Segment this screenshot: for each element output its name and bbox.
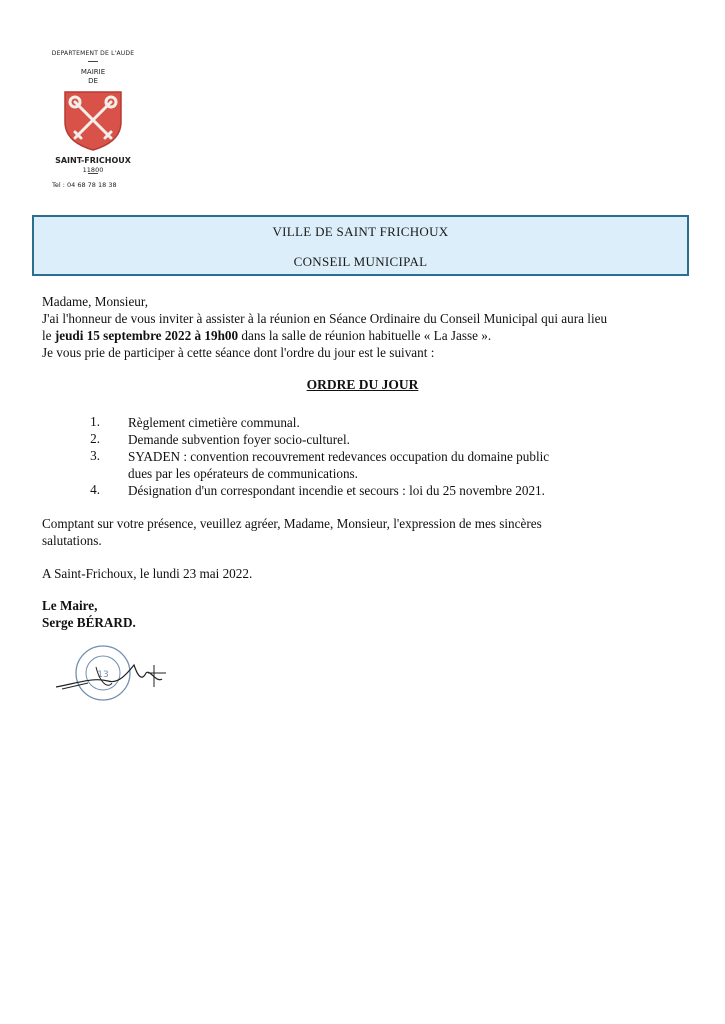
closing-line-1: Comptant sur votre présence, veuillez agréer, Madame, Monsieur, l'expression de mes sincères <box>42 516 542 531</box>
invitation-line-1: J'ai l'honneur de vous inviter à assister à la réunion en Séance Ordinaire du Conseil Municipal qui aura lieu <box>42 311 608 326</box>
invitation-line-2 <box>42 327 491 344</box>
agenda-number: 2. <box>90 431 100 446</box>
town-crest-icon <box>61 88 125 152</box>
agenda-heading: ORDRE DU JOUR <box>306 377 419 392</box>
signatory-title: Le Maire, <box>42 598 98 613</box>
mairie-line2: DE <box>88 77 98 85</box>
agenda-item-continuation: dues par les opérateurs de communications. <box>128 466 358 481</box>
meeting-date: jeudi 15 septembre 2022 à 19h00 <box>54 328 239 343</box>
title-box <box>32 215 689 276</box>
mairie-label <box>38 68 148 86</box>
agenda-number: 3. <box>90 448 100 463</box>
agenda-item: Règlement cimetière communal. <box>128 415 300 430</box>
town-name: SAINT-FRICHOUX <box>55 156 131 165</box>
agenda-number: 4. <box>90 482 100 497</box>
agenda-item: SYADEN : convention recouvrement redevances occupation du domaine public <box>128 449 550 464</box>
participation-request: Je vous prie de participer à cette séance dont l'ordre du jour est le suivant : <box>42 345 435 360</box>
town-title: VILLE DE SAINT FRICHOUX <box>272 224 449 239</box>
place-date: A Saint-Frichoux, le lundi 23 mai 2022. <box>42 566 253 581</box>
agenda-item: Désignation d'un correspondant incendie et secours : loi du 25 novembre 2021. <box>128 483 545 498</box>
agenda-number: 1. <box>90 414 100 429</box>
postcode: 11800 <box>82 166 104 174</box>
agenda-item: Demande subvention foyer socio-culturel. <box>128 432 350 447</box>
invitation-suffix: dans la salle de réunion habituelle « La Jasse ». <box>238 328 492 343</box>
letterhead <box>38 50 148 189</box>
svg-text:13: 13 <box>97 670 109 680</box>
phone-number: Tel : 04 68 78 18 38 <box>52 181 117 189</box>
council-title: CONSEIL MUNICIPAL <box>293 254 428 269</box>
signatory-name: Serge BÉRARD. <box>42 615 136 630</box>
official-stamp-and-signature-icon <box>48 643 178 703</box>
divider <box>88 61 98 62</box>
invitation-prefix: le <box>42 328 55 343</box>
mairie-line1: MAIRIE <box>80 68 106 76</box>
closing-line-2: salutations. <box>42 533 102 548</box>
department-label: DEPARTEMENT DE L'AUDE <box>51 50 135 57</box>
salutation: Madame, Monsieur, <box>42 294 149 309</box>
